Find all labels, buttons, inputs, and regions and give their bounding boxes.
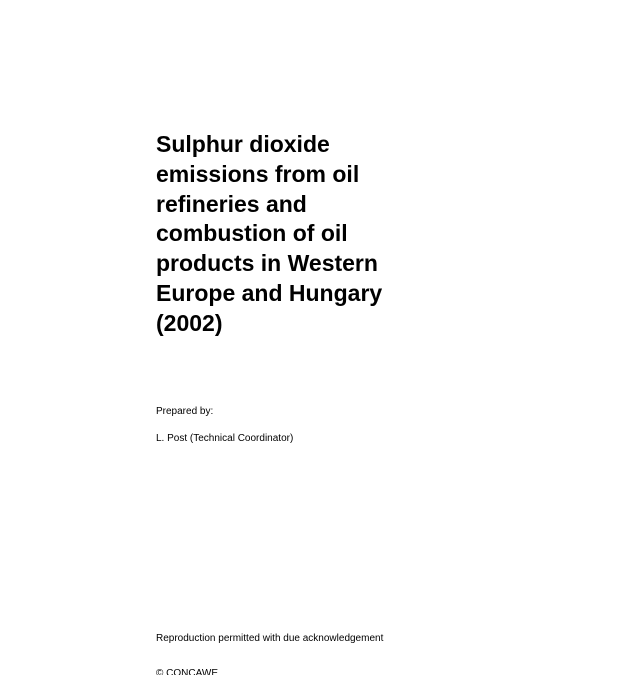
author-name: L. Post (Technical Coordinator) (156, 433, 294, 444)
reproduction-note: Reproduction permitted with due acknowledgement (156, 633, 384, 644)
document-title: Sulphur dioxide emissions from oil refineries and combustion of oil products in Western Europe and Hungary (2002) (156, 131, 383, 336)
copyright-notice: © CONCAWE (156, 668, 218, 675)
prepared-by-label: Prepared by: (156, 406, 214, 417)
